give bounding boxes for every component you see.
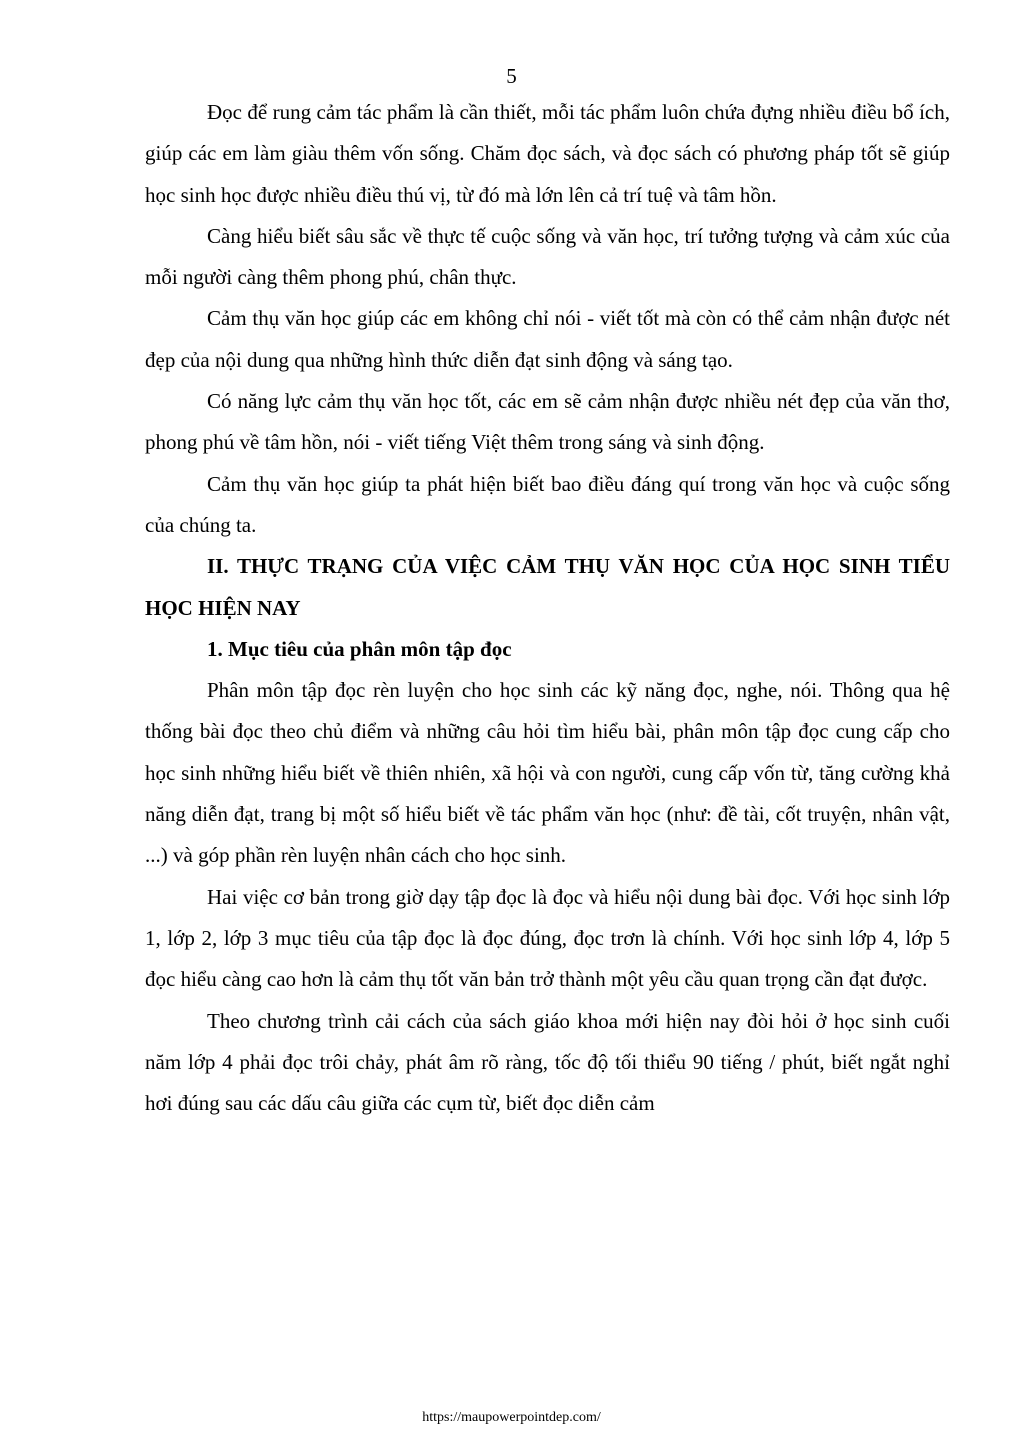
footer-url: https://maupowerpointdep.com/: [422, 1410, 601, 1425]
subsection-heading: 1. Mục tiêu của phân môn tập đọc: [207, 636, 512, 661]
paragraph: Hai việc cơ bản trong giờ dạy tập đọc là đọc và hiểu nội dung bài đọc. Với học sinh lớp 1, lớp 2, lớp 3 mục tiêu của tập đọc là đọc đúng, đọc trơn là chính. Với học sinh lớp 4, lớp 5 đọc hiểu càng cao hơn là cảm thụ tốt văn bản trở thành một yêu cầu quan trọng cần đạt được.: [145, 884, 950, 992]
paragraph: Có năng lực cảm thụ văn học tốt, các em sẽ cảm nhận được nhiều nét đẹp của văn thơ, phong phú về tâm hồn, nói - viết tiếng Việt thêm trong sáng và sinh động.: [145, 389, 950, 455]
paragraph: Theo chương trình cải cách của sách giáo khoa mới hiện nay đòi hỏi ở học sinh cuối năm lớp 4 phải đọc trôi chảy, phát âm rõ ràng, tốc độ tối thiểu 90 tiếng / phút, biết ngắt nghỉ hơi đúng sau các dấu câu giữa các cụm từ, biết đọc diễn cảm: [145, 1008, 950, 1116]
paragraph: Cảm thụ văn học giúp ta phát hiện biết bao điều đáng quí trong văn học và cuộc sống của chúng ta.: [145, 471, 950, 537]
section-heading: II. THỰC TRẠNG CỦA VIỆC CẢM THỤ VĂN HỌC CỦA HỌC SINH TIỂU HỌC HIỆN NAY: [145, 554, 950, 620]
paragraph: Phân môn tập đọc rèn luyện cho học sinh các kỹ năng đọc, nghe, nói. Thông qua hệ thống bài đọc theo chủ điểm và những câu hỏi tìm hiểu bài, phân môn tập đọc cung cấp cho học sinh những hiểu biết về thiên nhiên, xã hội và con người, cung cấp vốn từ, tăng cường khả năng diễn đạt, trang bị một số hiểu biết về tác phẩm văn học (như: đề tài, cốt truyện, nhân vật, ...) và góp phần rèn luyện nhân cách cho học sinh.: [145, 678, 950, 868]
paragraph: Cảm thụ văn học giúp các em không chỉ nói - viết tốt mà còn có thể cảm nhận được nét đẹp của nội dung qua những hình thức diễn đạt sinh động và sáng tạo.: [145, 306, 950, 372]
paragraph: Càng hiểu biết sâu sắc về thực tế cuộc sống và văn học, trí tưởng tượng và cảm xúc của mỗi người càng thêm phong phú, chân thực.: [145, 223, 950, 290]
paragraph: Đọc để rung cảm tác phẩm là cần thiết, mỗi tác phẩm luôn chứa đựng nhiều điều bổ ích, giúp các em làm giàu thêm vốn sống. Chăm đọc sách, và đọc sách có phương pháp tốt sẽ giúp học sinh học được nhiều điều thú vị, từ đó mà lớn lên cả trí tuệ và tâm hồn.: [145, 100, 950, 207]
document-body: [145, 92, 950, 1124]
page-number: 5: [506, 64, 517, 88]
